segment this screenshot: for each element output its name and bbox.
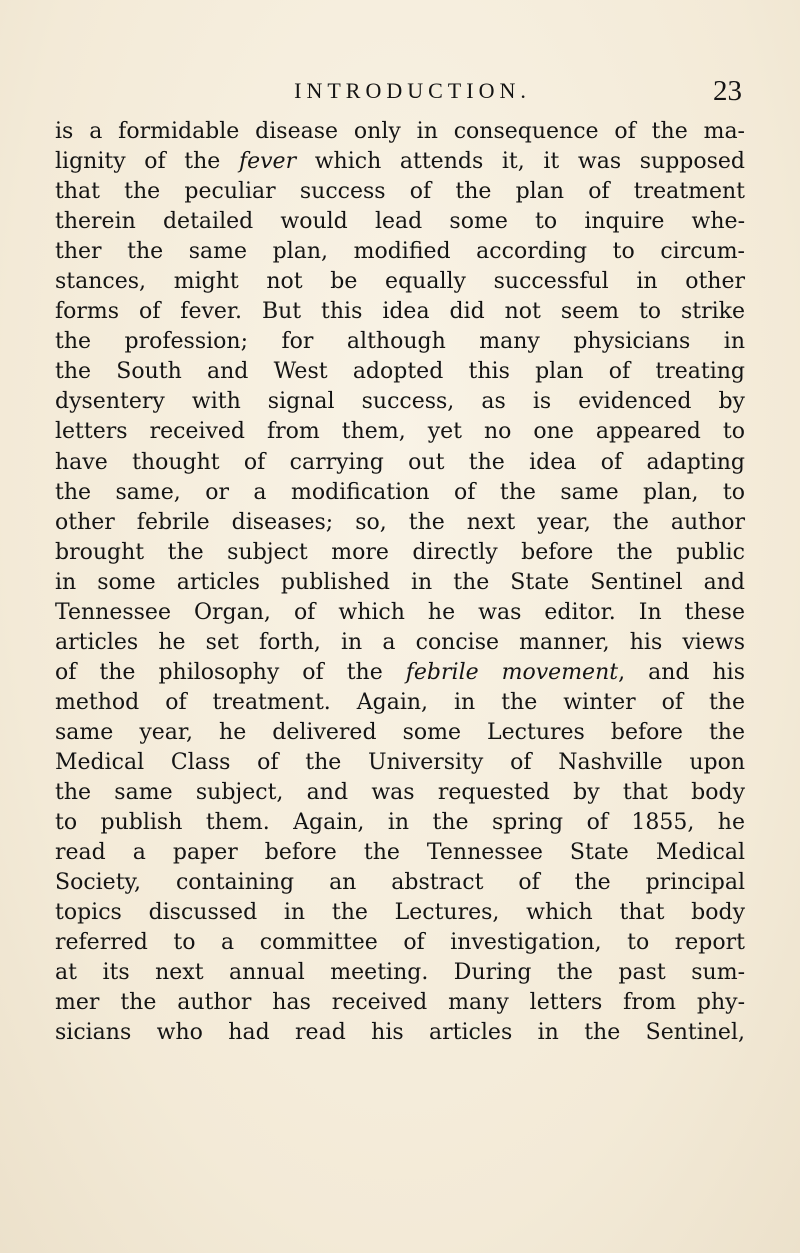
text-line: the same, or a modification of the same plan, to [55, 479, 745, 505]
running-header [55, 76, 745, 110]
text-line: letters received from them, yet no one appeared to [55, 419, 745, 445]
italic-word-fever: fever [238, 149, 297, 175]
text-line: have thought of carrying out the idea of adapting [55, 449, 745, 475]
text-line: mer the author has received many letters from phy- [55, 990, 745, 1016]
text-line: the profession; for although many physicians in [55, 329, 745, 355]
text-line: in some articles published in the State Sentinel and [55, 569, 745, 595]
text-line: that the peculiar success of the plan of treatment [55, 179, 745, 205]
text-line: therein detailed would lead some to inquire whe- [55, 209, 745, 235]
italic-phrase-febrile-movement: febrile movement [405, 659, 619, 685]
text-line: sicians who had read his articles in the Sentinel, [55, 1020, 745, 1046]
text-line: forms of fever. But this idea did not seem to strike [55, 299, 745, 325]
text-line: same year, he delivered some Lectures before the [55, 719, 745, 745]
text-line: referred to a committee of investigation, to report [55, 930, 745, 956]
text-line: Tennessee Organ, of which he was editor. In these [55, 599, 745, 625]
text-line: lignity of the fever which attends it, it was supposed [55, 149, 746, 175]
text-line: method of treatment. Again, in the winter of the [55, 689, 745, 715]
text-line: the same subject, and was requested by that body [55, 780, 745, 806]
text-line: articles he set forth, in a concise manner, his views [55, 629, 745, 655]
text-line: Society, containing an abstract of the principal [55, 870, 745, 896]
text-line: Medical Class of the University of Nashville upon [55, 749, 745, 775]
page-number: 23 [713, 75, 742, 107]
text-line: the South and West adopted this plan of treating [55, 359, 745, 385]
text-line: ther the same plan, modified according to circum- [55, 239, 745, 265]
text-line: stances, might not be equally successful in other [55, 269, 745, 295]
text-line: to publish them. Again, in the spring of 1855, he [55, 810, 745, 836]
body-text [55, 117, 745, 1048]
text-line: read a paper before the Tennessee State Medical [55, 840, 745, 866]
text-line: brought the subject more directly before the public [55, 539, 745, 565]
running-title: INTRODUCTION. [294, 78, 531, 103]
text-line: of the philosophy of the febrile movement, and his [55, 659, 746, 685]
text-line: dysentery with signal success, as is evidenced by [55, 389, 745, 415]
text-line: other febrile diseases; so, the next year, the author [55, 509, 745, 535]
text-line: is a formidable disease only in consequence of the ma- [55, 119, 745, 144]
text-line: topics discussed in the Lectures, which that body [55, 900, 745, 926]
text-line: at its next annual meeting. During the past sum- [55, 960, 745, 986]
